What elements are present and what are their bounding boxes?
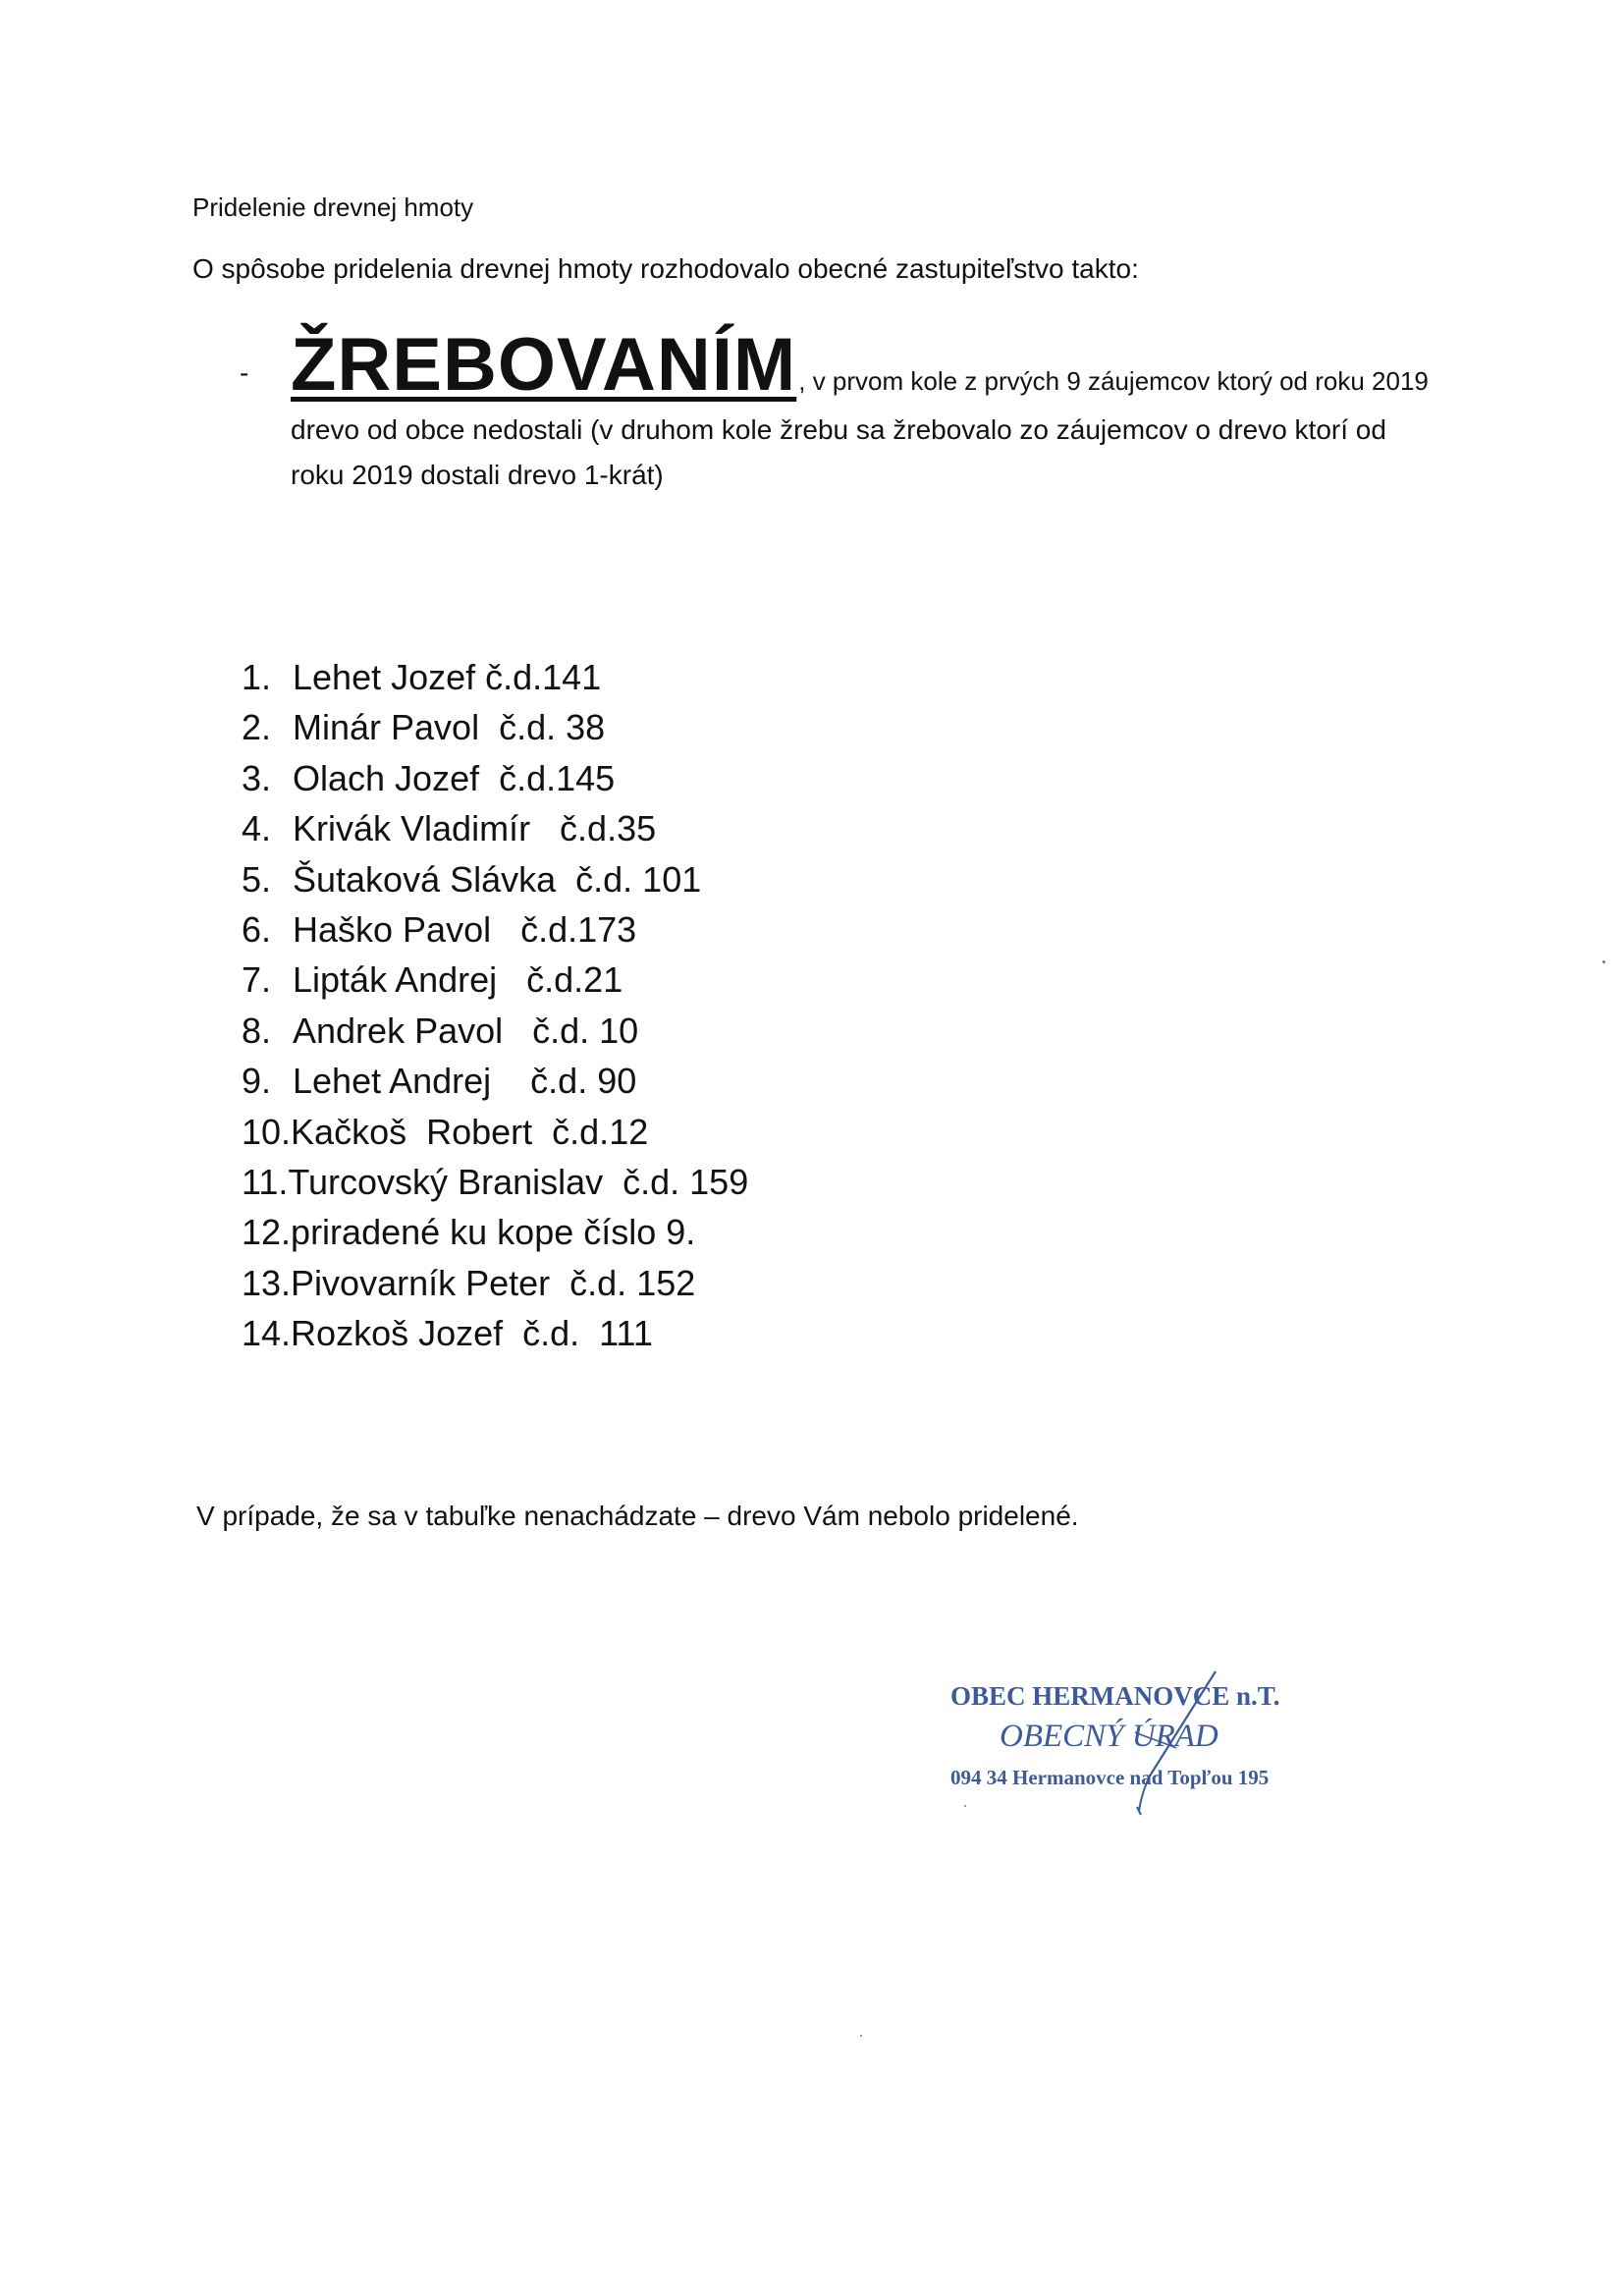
winner-number: 11. bbox=[242, 1161, 289, 1202]
method-rest: , v prvom kole z prvých 9 záujemcov ktorý od roku 2019 bbox=[798, 366, 1429, 396]
stamp-line-municipality: OBEC HERMANOVCE n.T. bbox=[950, 1681, 1280, 1711]
stamp-line-office: OBECNÝ ÚRAD bbox=[1000, 1719, 1218, 1754]
winner-text: Turcovský Branislav č.d. 159 bbox=[288, 1161, 749, 1202]
winner-number: 4. bbox=[242, 808, 272, 849]
winner-text: Andrek Pavol č.d. 10 bbox=[293, 1010, 639, 1051]
scan-speck bbox=[964, 1805, 966, 1807]
winner-number: 12. bbox=[242, 1212, 292, 1253]
winner-number: 8. bbox=[242, 1010, 272, 1051]
winner-row bbox=[242, 652, 748, 702]
winner-number: 1. bbox=[242, 657, 272, 697]
winner-number: 6. bbox=[242, 908, 272, 950]
winner-text: Kačkoš Robert č.d.12 bbox=[291, 1111, 649, 1152]
winner-row bbox=[242, 803, 748, 853]
method-line bbox=[291, 322, 1429, 408]
winner-text: Lehet Andrej č.d. 90 bbox=[293, 1061, 637, 1102]
winner-row bbox=[242, 854, 748, 904]
winner-text: Rozkoš Jozef č.d. 111 bbox=[291, 1313, 653, 1354]
winner-number: 7. bbox=[242, 959, 272, 1001]
winner-number: 2. bbox=[242, 707, 272, 748]
winner-number: 9. bbox=[242, 1061, 272, 1102]
bullet-dash: - bbox=[240, 357, 249, 388]
footer-note: V prípade, že sa v tabuľke nenachádzate – drevo Vám nebolo pridelené. bbox=[196, 1501, 1079, 1531]
winner-text: priradené ku kope číslo 9. bbox=[291, 1212, 696, 1253]
winner-text: Lehet Jozef č.d.141 bbox=[293, 657, 602, 697]
winners-list bbox=[242, 652, 748, 1358]
winner-number: 3. bbox=[242, 757, 272, 798]
method-keyword: ŽREBOVANÍM bbox=[291, 323, 797, 407]
page-title: Pridelenie drevnej hmoty bbox=[192, 192, 474, 222]
winner-row bbox=[242, 1006, 748, 1056]
winner-number: 14. bbox=[242, 1313, 292, 1354]
winner-text: Minár Pavol č.d. 38 bbox=[293, 707, 606, 748]
winner-row bbox=[242, 904, 748, 955]
scan-speck bbox=[860, 2035, 862, 2037]
winner-row bbox=[242, 1157, 748, 1207]
winner-text: Šutaková Slávka č.d. 101 bbox=[293, 858, 702, 900]
winner-text: Krivák Vladimír č.d.35 bbox=[293, 808, 657, 849]
winner-row bbox=[242, 1207, 748, 1257]
winner-row bbox=[242, 753, 748, 803]
winner-row bbox=[242, 1258, 748, 1308]
winner-text: Pivovarník Peter č.d. 152 bbox=[291, 1262, 696, 1303]
intro-text: O spôsobe pridelenia drevnej hmoty rozhodovalo obecné zastupiteľstvo takto: bbox=[192, 253, 1139, 284]
scan-speck bbox=[1602, 960, 1605, 963]
method-continuation-2: roku 2019 dostali drevo 1-krát) bbox=[291, 460, 664, 490]
signature-scribble bbox=[1080, 1662, 1227, 1819]
winner-row bbox=[242, 1056, 748, 1106]
winner-row bbox=[242, 702, 748, 752]
winner-number: 13. bbox=[242, 1262, 292, 1303]
winner-text: Olach Jozef č.d.145 bbox=[293, 757, 616, 798]
winner-row bbox=[242, 955, 748, 1005]
stamp-line-address: 094 34 Hermanovce nad Topľou 195 bbox=[950, 1766, 1270, 1789]
method-continuation-1: drevo od obce nedostali (v druhom kole žrebu sa žrebovalo zo záujemcov o drevo ktorí od bbox=[291, 414, 1386, 445]
winner-number: 10. bbox=[242, 1111, 292, 1152]
winner-row bbox=[242, 1308, 748, 1358]
winner-text: Haško Pavol č.d.173 bbox=[293, 908, 637, 950]
winner-text: Lipták Andrej č.d.21 bbox=[293, 959, 623, 1001]
winner-number: 5. bbox=[242, 858, 272, 900]
winner-row bbox=[242, 1107, 748, 1157]
